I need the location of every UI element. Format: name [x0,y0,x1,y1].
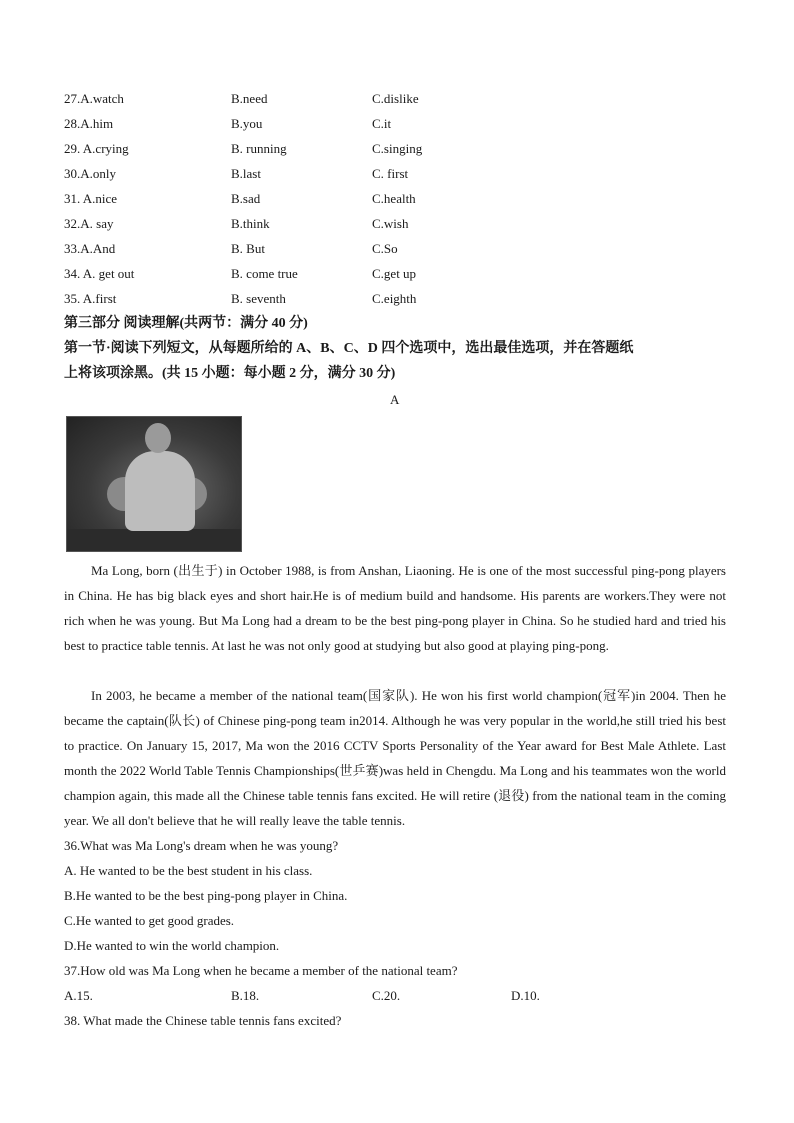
option-c: C.wish [372,216,409,231]
option-b: B.need [231,91,268,106]
part3-title: 第三部分 阅读理解(共两节：满分 40 分) [64,316,308,331]
option-a: 27.A.watch [64,91,124,106]
option-c: C.health [372,191,416,206]
option-c: C.it [372,116,392,131]
option-a: 33.A.And [64,241,116,256]
question-36-option-c: C.He wanted to get good grades. [64,913,235,928]
option-b: B. seventh [231,291,286,306]
option-a: 35. A.first [64,291,117,306]
option-a: 31. A.nice [64,191,118,206]
option-c: C. first [372,166,409,181]
option-a: 29. A.crying [64,141,129,156]
option-a: A.15. [64,988,93,1003]
option-b: B. come true [231,266,298,281]
option-c: C.eighth [372,291,417,306]
option-b: B. running [231,141,287,156]
option-b: B. But [231,241,265,256]
section1-instruction-line2: 上将该项涂黑。(共 15 小题：每小题 2 分，满分 30 分) [64,366,396,381]
option-b: B.18. [231,988,260,1003]
question-36-option-a: A. He wanted to be the best student in his class. [64,863,313,878]
option-a: 34. A. get out [64,266,135,281]
question-37-stem: 37.How old was Ma Long when he became a member of the national team? [64,963,458,978]
question-36-stem: 36.What was Ma Long's dream when he was young? [64,838,339,853]
section1-instruction-line1: 第一节·阅读下列短文，从每题所给的 A、B、C、D 四个选项中，选出最佳选项，并在答题纸 [64,341,634,356]
passage-label: A [390,392,400,407]
passage-paragraph-2: In 2003, he became a member of the national team(国家队). He won his first world champion(冠军)in 2004. Then he became the captain(队长) of Chinese ping-pong team in2014. Although he was very popular in the world,he still tried his best to practice. On January 15, 2017, Ma won the 2016 CCTV Sports Personality of the Year award for Best Male Athlete. Last month the 2022 World Table Tennis Championships(世乒赛)was held in Chengdu. Ma Long and his teammates won the world champion again, this made all the Chinese table tennis fans excited. He will retire (退役) from the national team in the coming year. We all don't believe that he will really leave the table tennis. [64,688,726,828]
question-36-option-d: D.He wanted to win the world champion. [64,938,280,953]
option-b: B.sad [231,191,261,206]
option-c: C.20. [372,988,401,1003]
option-c: C.get up [372,266,417,281]
option-a: 32.A. say [64,216,114,231]
option-c: C.singing [372,141,423,156]
option-c: C.dislike [372,91,419,106]
option-b: B.last [231,166,261,181]
question-36-option-b: B.He wanted to be the best ping-pong player in China. [64,888,348,903]
option-b: B.think [231,216,270,231]
passage-paragraph-1: Ma Long, born (出生于) in October 1988, is from Anshan, Liaoning. He is one of the most successful ping-pong players in China. He has big black eyes and short hair.He is of medium build and handsome. His parents are workers.They were not rich when he was young. But Ma Long had a dream to be the best ping-pong player in China. So he studied hard and tried his best to practice table tennis. At last he was not only good at studying but also good at playing ping-pong. [64,563,726,653]
option-d: D.10. [511,988,540,1003]
option-c: C.So [372,241,398,256]
ma-long-photo-icon [66,416,242,552]
option-a: 30.A.only [64,166,116,181]
option-b: B.you [231,116,263,131]
option-a: 28.A.him [64,116,114,131]
question-38-stem: 38. What made the Chinese table tennis fans excited? [64,1013,342,1028]
